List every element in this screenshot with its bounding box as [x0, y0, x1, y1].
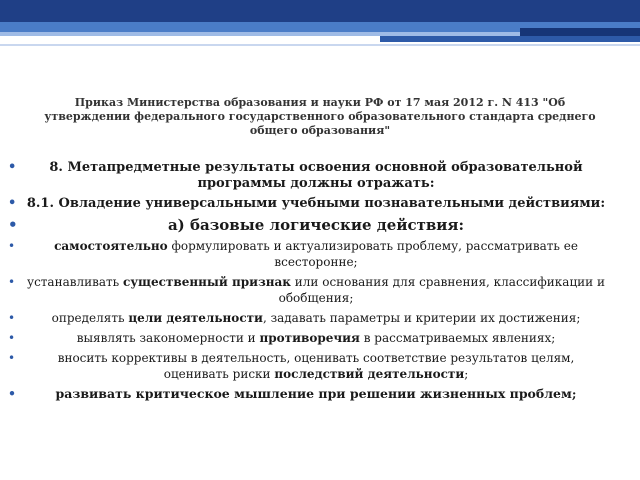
list-item-text: 8.1. Овладение универсальными учебными познавательными действиями: — [26, 196, 606, 211]
list-item-critical-thinking — [8, 386, 606, 402]
list-item-text: ; — [464, 367, 469, 381]
list-item-bold: противоречия — [259, 331, 360, 345]
bullet-icon: • — [8, 196, 17, 211]
bullet-icon: • — [8, 331, 16, 345]
slide-title: Приказ Министерства образования и науки РФ от 17 мая 2012 г. N 413 "Об утверждении федерального государственного образовательного стандарта среднего общего образования" — [44, 96, 596, 137]
list-item — [8, 274, 606, 306]
list-item-text: вносить коррективы в деятельность, оценивать соответствие результатов целям, оценивать риски — [57, 351, 575, 381]
bullet-list — [8, 160, 606, 402]
header-band — [0, 0, 640, 46]
bullet-icon: • — [8, 311, 16, 325]
list-item-bold: последствий деятельности — [274, 367, 465, 381]
bullet-icon: • — [8, 216, 18, 234]
bullet-icon: • — [8, 386, 16, 401]
list-item-text: , задавать параметры и критерии их достижения; — [262, 311, 581, 325]
list-item-text: развивать критическое мышление при решении жизненных проблем; — [55, 386, 577, 401]
header-band-dark — [0, 0, 640, 22]
list-item-text: устанавливать — [27, 275, 124, 289]
list-item-bold: самостоятельно — [54, 239, 168, 253]
list-item-text: определять — [51, 311, 129, 325]
bullet-icon: • — [8, 239, 16, 253]
header-band-accent-top — [520, 28, 640, 36]
list-item — [8, 350, 606, 382]
bullet-icon: • — [8, 160, 17, 175]
list-item-text: формулировать и актуализировать проблему, рассматривать ее всесторонне; — [167, 239, 578, 269]
list-item — [8, 310, 606, 326]
list-item-text: 8. Метапредметные результаты освоения основной образовательной программы должны отражать: — [49, 160, 583, 191]
list-item-bold: цели деятельности — [128, 311, 263, 325]
list-item-text: выявлять закономерности и — [76, 331, 260, 345]
header-band-accent — [380, 36, 640, 42]
bullet-icon: • — [8, 351, 16, 365]
list-item-text: или основания для сравнения, классификации и обобщения; — [278, 275, 605, 305]
list-item — [8, 330, 606, 346]
list-item-text: а) базовые логические действия: — [167, 216, 465, 234]
list-item-section-8-1 — [8, 196, 606, 212]
list-item-logical-actions — [8, 216, 606, 234]
list-item-section-8 — [8, 160, 606, 192]
bullet-icon: • — [8, 275, 16, 289]
slide-content — [8, 160, 606, 406]
list-item-text: в рассматриваемых явлениях; — [359, 331, 556, 345]
list-item-bold: существенный признак — [123, 275, 291, 289]
list-item — [8, 238, 606, 270]
header-band-thin — [0, 44, 640, 46]
